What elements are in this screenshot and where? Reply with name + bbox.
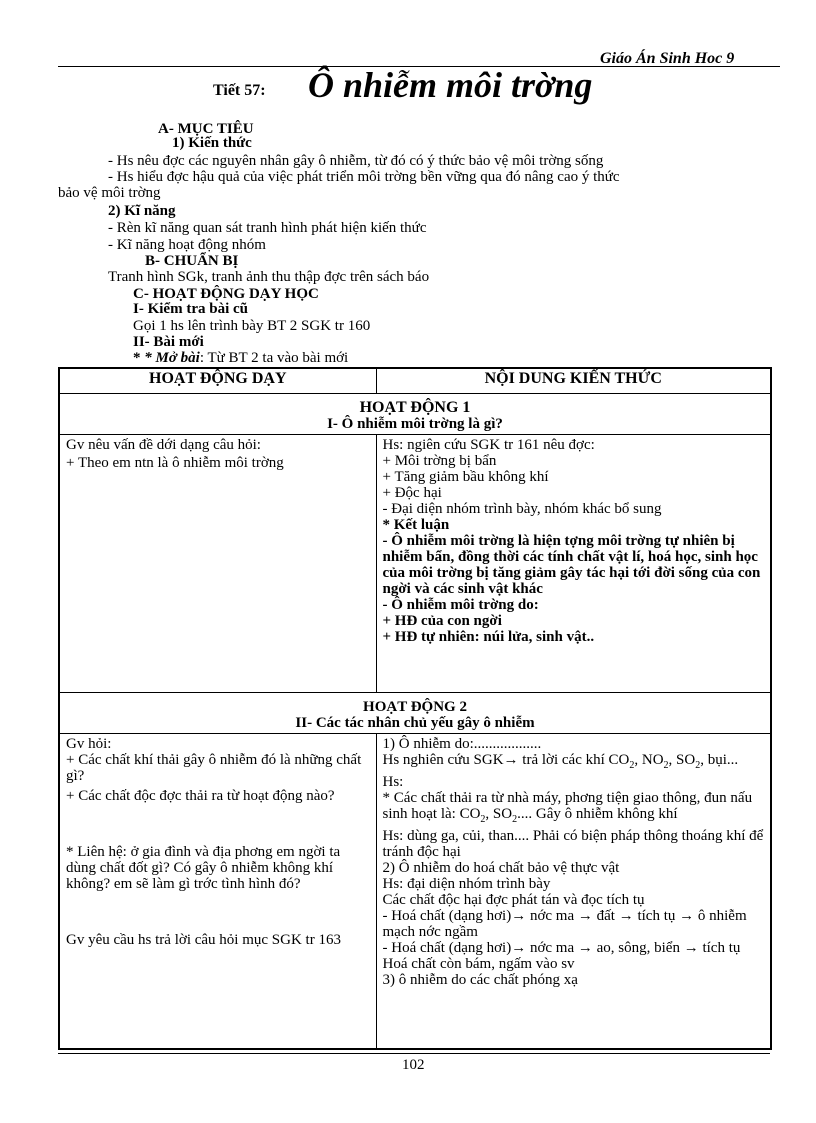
a2-question: Gv hỏi: — [66, 735, 112, 752]
intro-label: * Mở bài — [144, 350, 200, 366]
lesson-table — [58, 367, 772, 1050]
knowledge-item-2-cont: bảo vệ môi trờng — [58, 185, 161, 201]
a2-question: + Các chất độc đợc thải ra từ hoạt động nào? — [66, 787, 335, 804]
activity-2-title: HOẠT ĐỘNG 2 — [363, 698, 467, 715]
a2-answer: Hs: đại diện nhóm trình bày — [382, 875, 551, 892]
arrow-icon: → — [511, 939, 527, 956]
check-heading: I- Kiểm tra bài cũ — [133, 301, 248, 317]
a2-answer: 1) Ô nhiễm do:.................. — [382, 735, 542, 752]
a2-answer-part: - Hoá chất (dạng hơi) — [382, 907, 512, 924]
a2-answer-part: Hs nghiên cứu SGK — [382, 751, 504, 768]
cause-item: + HĐ tự nhiên: núi lửa, sinh vật.. — [382, 628, 595, 645]
intro-line: * * Mở bài: Từ BT 2 ta vào bài mới — [133, 350, 349, 366]
a2-answer-part: nớc ma — [526, 907, 578, 924]
a2-answer — [383, 940, 765, 956]
arrow-icon: → — [618, 907, 634, 924]
a2-answer-part: , SO — [668, 751, 696, 768]
arrow-icon: → — [503, 751, 519, 768]
a2-answer-part: , bụi... — [700, 751, 739, 768]
a2-question: Gv yêu cầu hs trả lời câu hỏi mục SGK tr 163 — [66, 931, 341, 948]
section-b-heading: B- CHUẨN BỊ — [145, 253, 239, 269]
a2-answer: Các chất độc hại đợc phát tán và đọc tích tụ — [382, 891, 645, 908]
activity-1-header — [59, 393, 771, 434]
activity-1-title: HOẠT ĐỘNG 1 — [359, 398, 471, 416]
subscript: 2 — [695, 759, 701, 771]
new-lesson-heading: II- Bài mới — [133, 334, 204, 350]
subscript: 2 — [663, 759, 669, 771]
a2-answer: 2) Ô nhiễm do hoá chất bảo vệ thực vật — [382, 859, 620, 876]
a2-question: * Liên hệ: ở gia đình và địa phơng em ngời ta dùng chất đốt gì? Có gây ô nhiễm không khí không? em sẽ làm gì trớc tình hình đó? — [66, 843, 341, 892]
footer-rule — [58, 1053, 770, 1054]
knowledge-item-2: - Hs hiểu đợc hậu quả của việc phát triển môi trờng bền vững qua đó nâng cao ý thức — [108, 169, 620, 185]
arrow-icon: → — [679, 907, 695, 924]
a2-answer-part: , SO — [485, 805, 513, 822]
a1-right-line: + Tăng giảm bầu không khí — [382, 468, 549, 485]
a1-right-line: Hs: ngiên cứu SGK tr 161 nêu đợc: — [382, 436, 595, 453]
a2-answer: Hoá chất còn bám, ngấm vào sv — [382, 955, 575, 972]
check-text: Gọi 1 hs lên trình bày BT 2 SGK tr 160 — [133, 318, 371, 334]
arrow-icon: → — [683, 939, 699, 956]
activity-2-left — [59, 733, 376, 1049]
activity-1-right — [376, 434, 771, 692]
page-number: 102 — [402, 1057, 425, 1073]
a1-left-line: + Theo em ntn là ô nhiễm môi trờng — [66, 454, 284, 471]
lesson-title: Ô nhiễm môi trờng — [308, 65, 593, 105]
activity-1-subtitle: I- Ô nhiễm môi trờng là gì? — [327, 415, 503, 432]
section-b-text: Tranh hình SGk, tranh ảnh thu thập đợc trên sách báo — [108, 269, 430, 285]
section-a-heading: A- MỤC TIÊU — [158, 121, 254, 137]
lesson-number: Tiết 57: — [213, 82, 266, 99]
activity-1-left — [59, 434, 376, 692]
skill-item-2: - Kĩ năng hoạt động nhóm — [108, 237, 266, 253]
cause-label: - Ô nhiễm môi trờng do: — [382, 596, 539, 613]
col-header-teaching: HOẠT ĐỘNG DẠY — [59, 368, 376, 393]
a2-answer-part: tích tụ — [633, 907, 680, 924]
knowledge-item-1: - Hs nêu đợc các nguyên nhân gây ô nhiễm, từ đó có ý thức bảo vệ môi trờng sống — [108, 153, 604, 169]
a2-answer: 3) ô nhiễm do các chất phóng xạ — [382, 971, 578, 988]
arrow-icon: → — [511, 907, 527, 924]
arrow-icon: → — [577, 939, 593, 956]
activity-2-header — [59, 692, 771, 733]
arrow-icon: → — [577, 907, 593, 924]
a2-answer: Hs: — [382, 773, 404, 790]
conclusion-text: - Ô nhiễm môi trờng là hiện tợng môi trờng tự nhiên bị nhiễm bẩn, đồng thời các tính chất vật lí, hoá học, sinh học của môi trờng bị tăng giảm gây tác hại tới đời sống của con ngời và các sinh vật khác — [382, 532, 761, 597]
section-c-heading: C- HOẠT ĐỘNG DẠY HỌC — [133, 286, 319, 302]
subscript: 2 — [629, 759, 635, 771]
running-header: Giáo Án Sinh Hoc 9 — [600, 50, 735, 67]
knowledge-heading: 1) Kiến thức — [172, 135, 252, 151]
a2-answer-part: , NO — [634, 751, 664, 768]
a2-answer-part: nớc ma — [526, 939, 578, 956]
cause-item: + HĐ của con ngời — [382, 612, 502, 629]
subscript: 2 — [512, 813, 518, 825]
a2-answer-part: tích tụ — [698, 939, 741, 956]
a2-answer-part: ô nhiễm mạch nớc ngầm — [382, 907, 747, 940]
skills-heading: 2) Kĩ năng — [108, 203, 176, 219]
a2-question: + Các chất khí thải gây ô nhiễm đó là những chất gì? — [66, 751, 362, 784]
a2-answer-part: * Các chất thải ra từ nhà máy, phơng tiện giao thông, đun nấu sinh hoạt là: CO — [382, 789, 753, 822]
activity-2-subtitle: II- Các tác nhân chủ yếu gây ô nhiễm — [295, 714, 535, 731]
a2-answer — [383, 790, 765, 828]
a2-answer-part: .... Gây ô nhiễm không khí — [517, 805, 678, 822]
a2-answer-part: trả lời các khí CO — [518, 751, 630, 768]
a1-left-line: Gv nêu vấn đề dới dạng câu hỏi: — [66, 436, 261, 453]
intro-text: : Từ BT 2 ta vào bài mới — [199, 350, 349, 366]
a2-answer-part: đất — [592, 907, 619, 924]
a1-right-line: - Đại diện nhóm trình bày, nhóm khác bổ sung — [382, 500, 662, 517]
a2-answer-part: - Hoá chất (dạng hơi) — [382, 939, 512, 956]
a2-answer — [383, 908, 765, 940]
a1-right-line: + Môi trờng bị bẩn — [382, 452, 497, 469]
conclusion-label: * Kết luận — [382, 516, 450, 533]
skill-item-1: - Rèn kĩ năng quan sát tranh hình phát hiện kiến thức — [108, 220, 427, 236]
a2-answer-part: ao, sông, biển — [592, 939, 684, 956]
a1-right-line: + Độc hại — [382, 484, 442, 501]
subscript: 2 — [480, 813, 486, 825]
a2-answer: Hs: dùng ga, củi, than.... Phải có biện pháp thông thoáng khí để tránh độc hại — [382, 827, 764, 860]
col-header-content: NỘI DUNG KIẾN THỨC — [376, 368, 771, 393]
activity-2-right — [376, 733, 771, 1049]
a2-answer — [383, 752, 765, 774]
